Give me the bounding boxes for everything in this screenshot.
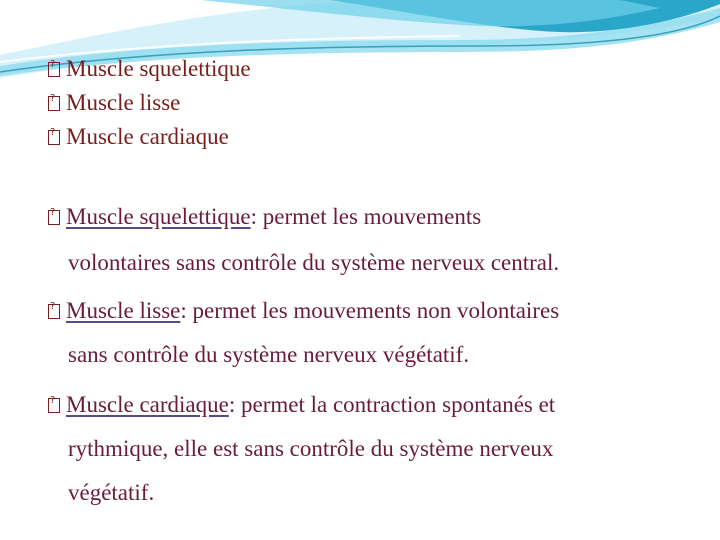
definition-term: Muscle squelettique: [66, 204, 251, 229]
definition-continuation: rythmique, elle est sans contrôle du système nerveux: [68, 436, 554, 461]
definition-text: : permet les mouvements: [250, 204, 482, 229]
list-item-label: Muscle squelettique: [66, 56, 251, 81]
bullet-icon: [48, 62, 60, 77]
list-item-squelettique: [48, 56, 251, 82]
definition-continuation: volontaires sans contrôle du système nerveux central.: [68, 250, 560, 275]
list-item-label: Muscle cardiaque: [66, 124, 229, 149]
bullet-icon: [48, 398, 60, 413]
definition-cardiaque: [48, 392, 555, 418]
list-item-label: Muscle lisse: [66, 90, 181, 115]
definition-continuation: végétatif.: [68, 480, 155, 505]
bullet-icon: [48, 130, 60, 145]
definition-term: Muscle cardiaque: [66, 392, 229, 417]
bullet-icon: [48, 96, 60, 111]
definition-lisse: [48, 298, 559, 324]
list-item-cardiaque: [48, 124, 229, 150]
definition-squelettique: [48, 204, 481, 230]
definition-term: Muscle lisse: [66, 298, 181, 323]
bullet-icon: [48, 304, 60, 319]
definition-text: : permet les mouvements non volontaires: [180, 298, 560, 323]
definition-text: : permet la contraction spontanés et: [228, 392, 556, 417]
list-item-lisse: [48, 90, 180, 116]
bullet-icon: [48, 210, 60, 225]
definition-continuation: sans contrôle du système nerveux végétatif.: [68, 342, 470, 367]
